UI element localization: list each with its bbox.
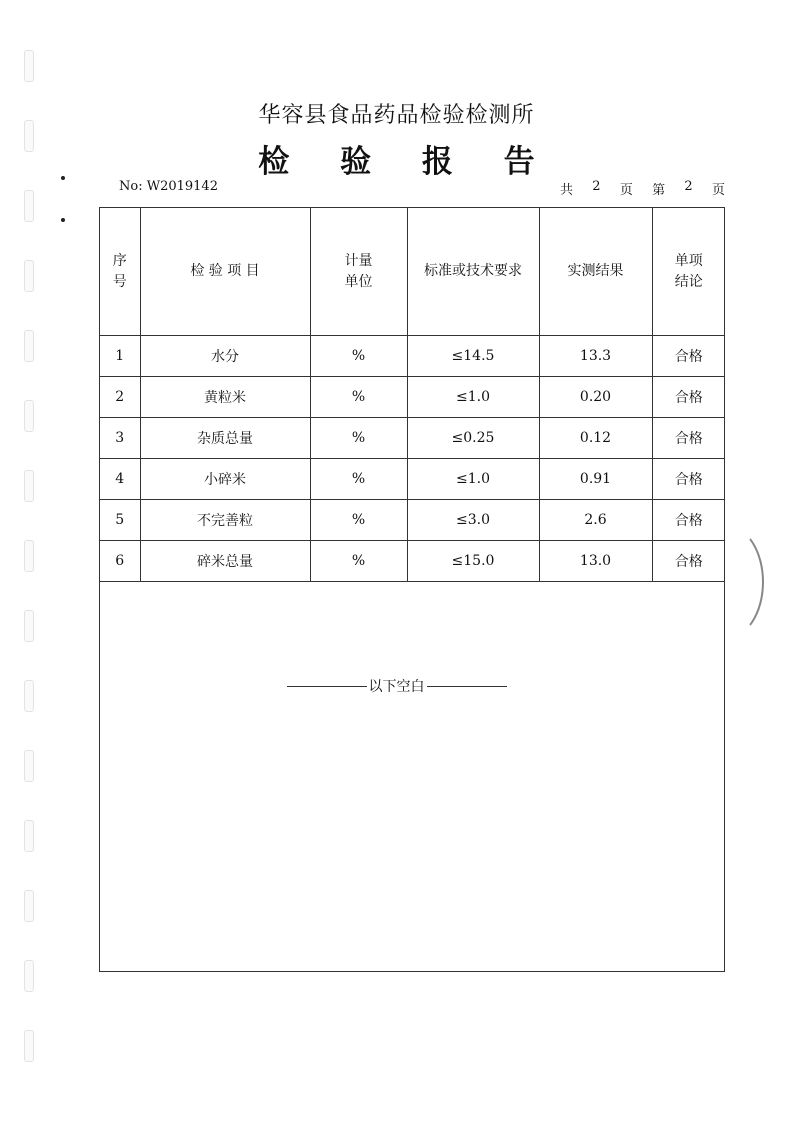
row-conclusion: 合格: [652, 377, 725, 418]
table-row: [100, 418, 725, 459]
binding-hole: [24, 610, 34, 642]
header-item: 检 验 项 目: [140, 208, 310, 336]
binding-hole: [24, 260, 34, 292]
header-unit: [310, 208, 407, 336]
table-row: [100, 500, 725, 541]
binding-hole: [24, 190, 34, 222]
page-current: 2: [684, 179, 693, 194]
page-current-unit: 页: [711, 183, 725, 198]
row-result: 13.3: [539, 336, 652, 377]
row-unit: %: [310, 500, 407, 541]
row-item: 水分: [140, 336, 310, 377]
row-unit: %: [310, 336, 407, 377]
organization-name: 华容县食品药品检验检测所: [258, 103, 535, 128]
table-row: [100, 541, 725, 582]
header-conclusion: [652, 208, 725, 336]
binding-hole: [24, 1030, 34, 1062]
header-conclusion-line1: 单项: [674, 252, 703, 269]
row-result: 2.6: [539, 500, 652, 541]
row-no: 3: [100, 418, 140, 459]
row-no: 6: [100, 541, 140, 582]
row-item: 杂质总量: [140, 418, 310, 459]
binding-hole: [24, 960, 34, 992]
table-row: [100, 377, 725, 418]
page-info: [560, 179, 725, 198]
row-conclusion: 合格: [652, 541, 725, 582]
row-unit: %: [310, 377, 407, 418]
blank-note-text: 以下空白: [368, 679, 425, 695]
scan-speck: [61, 218, 65, 222]
blank-below-note: [0, 676, 793, 696]
row-conclusion: 合格: [652, 500, 725, 541]
table-row: [100, 459, 725, 500]
row-result: 0.91: [539, 459, 652, 500]
row-standard: ≤15.0: [407, 541, 539, 582]
row-unit: %: [310, 459, 407, 500]
document-title: 检 验 报 告: [258, 144, 555, 180]
row-no: 4: [100, 459, 140, 500]
row-unit: %: [310, 418, 407, 459]
row-result: 0.12: [539, 418, 652, 459]
header-result: 实测结果: [539, 208, 652, 336]
row-conclusion: 合格: [652, 418, 725, 459]
report-frame: [99, 207, 725, 972]
binding-hole: [24, 890, 34, 922]
binding-hole: [24, 400, 34, 432]
report-number: No: W2019142: [119, 179, 218, 194]
header-conclusion-line2: 结论: [674, 273, 703, 290]
header-seq-line2: 号: [112, 273, 127, 290]
divider-line: [287, 686, 367, 687]
row-standard: ≤14.5: [407, 336, 539, 377]
binding-margin: [18, 40, 42, 1080]
page-total: 2: [592, 179, 601, 194]
binding-hole: [24, 470, 34, 502]
page-total-label: 共: [560, 183, 574, 198]
table-header-row: [100, 208, 725, 336]
binding-hole: [24, 330, 34, 362]
header-standard: 标准或技术要求: [407, 208, 539, 336]
divider-line: [427, 686, 507, 687]
header-unit-line1: 计量: [344, 252, 373, 269]
row-item: 碎米总量: [140, 541, 310, 582]
row-item: 不完善粒: [140, 500, 310, 541]
header-seq-line1: 序: [112, 252, 127, 269]
row-standard: ≤0.25: [407, 418, 539, 459]
row-no: 1: [100, 336, 140, 377]
header-seq: [100, 208, 140, 336]
row-item: 小碎米: [140, 459, 310, 500]
page-current-label: 第: [652, 183, 666, 198]
page-unit: 页: [619, 183, 633, 198]
row-no: 2: [100, 377, 140, 418]
row-unit: %: [310, 541, 407, 582]
row-standard: ≤1.0: [407, 459, 539, 500]
row-conclusion: 合格: [652, 336, 725, 377]
binding-hole: [24, 50, 34, 82]
binding-hole: [24, 750, 34, 782]
row-result: 0.20: [539, 377, 652, 418]
header-unit-line2: 单位: [344, 273, 373, 290]
row-conclusion: 合格: [652, 459, 725, 500]
binding-hole: [24, 540, 34, 572]
row-no: 5: [100, 500, 140, 541]
table-row: [100, 336, 725, 377]
row-standard: ≤3.0: [407, 500, 539, 541]
row-standard: ≤1.0: [407, 377, 539, 418]
binding-hole: [24, 820, 34, 852]
row-item: 黄粒米: [140, 377, 310, 418]
seal-stamp-edge: [690, 525, 764, 639]
results-table: [100, 208, 725, 582]
row-result: 13.0: [539, 541, 652, 582]
